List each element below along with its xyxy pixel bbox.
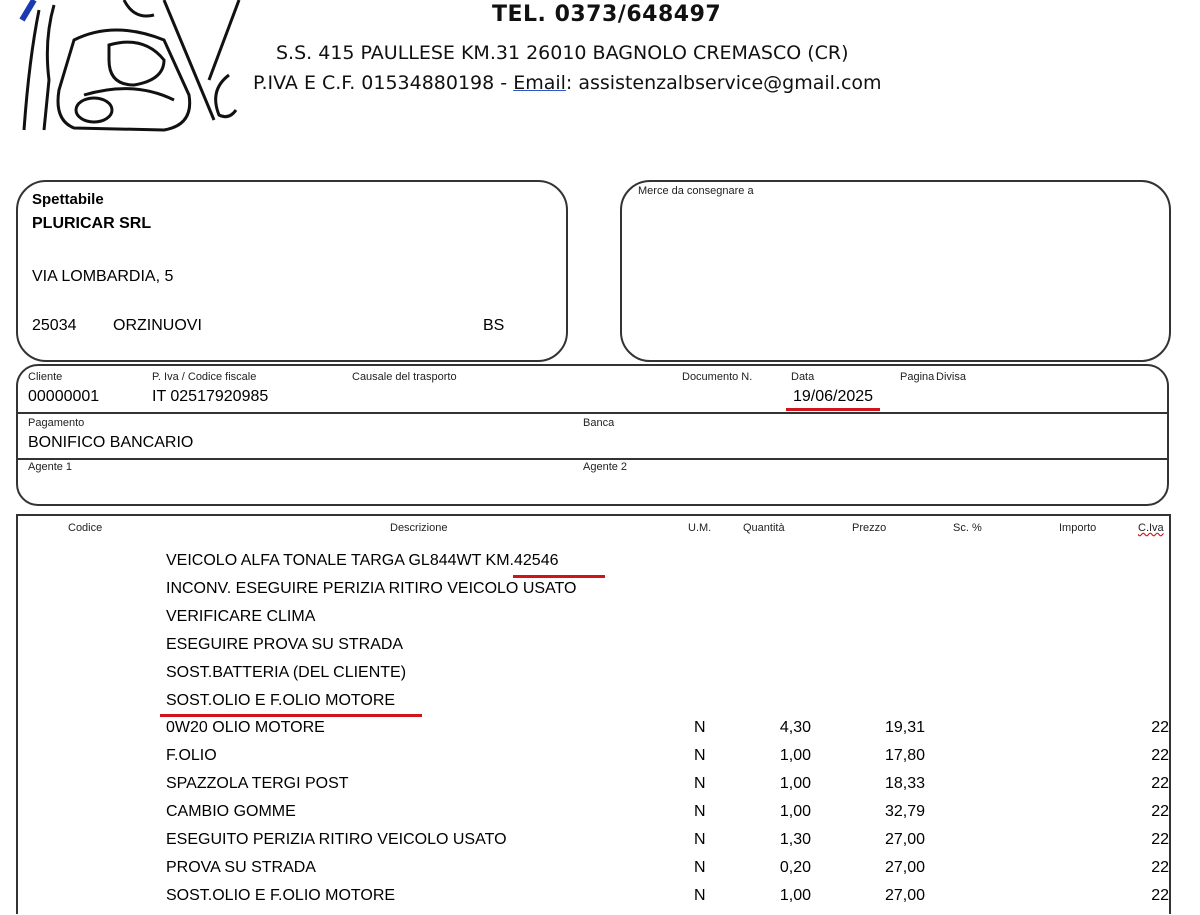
col-descrizione: Descrizione — [390, 522, 448, 534]
table-row — [18, 887, 1169, 915]
table-row — [18, 719, 1169, 747]
col-sconto: Sc. % — [953, 522, 982, 534]
piva-label: P. Iva / Codice fiscale — [152, 371, 257, 383]
item-description: SPAZZOLA TERGI POST — [166, 775, 349, 793]
item-iva: 22 — [1151, 831, 1169, 848]
cliente-label: Cliente — [28, 371, 63, 383]
table-row — [18, 636, 1169, 664]
item-um: N — [694, 858, 706, 876]
piva-value: IT 02517920985 — [152, 388, 269, 405]
table-row — [18, 608, 1169, 636]
item-quantity: 4,30 — [779, 719, 811, 737]
customer-label: Spettabile — [32, 191, 104, 208]
item-um: N — [694, 831, 706, 848]
pagamento-label: Pagamento — [28, 417, 85, 429]
item-um: N — [694, 719, 706, 737]
item-iva: 22 — [1151, 719, 1169, 737]
data-label: Data — [791, 371, 815, 383]
causale-label: Causale del trasporto — [352, 371, 457, 383]
item-price: 32,79 — [884, 803, 925, 821]
table-row — [18, 775, 1169, 803]
customer-city: ORZINUOVI — [113, 317, 202, 334]
cliente-value: 00000001 — [28, 388, 100, 405]
company-logo-car-mechanic — [14, 0, 244, 135]
col-importo: Importo — [1059, 522, 1097, 534]
col-um: U.M. — [688, 522, 712, 534]
item-price: 27,00 — [884, 886, 925, 904]
data-value: 19/06/2025 — [793, 388, 874, 405]
agente1-label: Agente 1 — [28, 461, 73, 473]
company-vat-email — [253, 72, 882, 94]
item-iva: 22 — [1151, 803, 1169, 821]
item-description: SOST.OLIO E F.OLIO MOTORE — [166, 691, 396, 709]
red-underline-date — [786, 408, 880, 411]
item-description: VEICOLO ALFA TONALE TARGA GL844WT KM.42546 — [166, 552, 559, 569]
red-underline-oil-change — [160, 714, 422, 717]
item-description: ESEGUIRE PROVA SU STRADA — [166, 635, 404, 653]
table-row — [18, 831, 1169, 859]
delivery-label: Merce da consegnare a — [638, 185, 754, 197]
item-quantity: 1,00 — [779, 747, 811, 765]
red-underline-km — [513, 575, 605, 578]
item-quantity: 1,00 — [779, 803, 811, 821]
item-um: N — [694, 803, 706, 821]
table-row — [18, 580, 1169, 608]
item-price: 17,80 — [884, 747, 925, 765]
table-row — [18, 664, 1169, 692]
item-description: INCONV. ESEGUIRE PERIZIA RITIRO VEICOLO USATO — [166, 579, 577, 597]
item-quantity: 0,20 — [779, 858, 811, 876]
company-phone: TEL. 0373/648497 — [492, 2, 722, 27]
item-iva: 22 — [1151, 886, 1169, 904]
item-description: PROVA SU STRADA — [166, 858, 316, 876]
item-price: 19,31 — [884, 719, 925, 737]
item-description: SOST.BATTERIA (DEL CLIENTE) — [166, 663, 407, 681]
divisa-label: Divisa — [936, 371, 966, 383]
documento-label: Documento N. — [682, 371, 753, 383]
col-quantita: Quantità — [743, 522, 785, 534]
col-prezzo: Prezzo — [852, 522, 887, 534]
item-quantity: 1,00 — [779, 775, 811, 793]
table-row — [18, 747, 1169, 775]
item-description: SOST.OLIO E F.OLIO MOTORE — [166, 886, 396, 904]
item-price: 18,33 — [884, 775, 925, 793]
delivery-box — [620, 180, 1171, 362]
item-um: N — [694, 747, 706, 765]
item-description: ESEGUITO PERIZIA RITIRO VEICOLO USATO — [166, 831, 507, 848]
item-iva: 22 — [1151, 747, 1169, 765]
col-iva: C.Iva — [1138, 522, 1164, 534]
item-price: 27,00 — [884, 858, 925, 876]
col-codice: Codice — [68, 522, 103, 534]
email-label: Email — [513, 72, 566, 94]
item-price: 27,00 — [884, 831, 925, 848]
item-um: N — [694, 775, 706, 793]
item-description: CAMBIO GOMME — [166, 803, 296, 821]
email-value: : assistenzalbservice@gmail.com — [565, 72, 882, 94]
pagamento-value: BONIFICO BANCARIO — [28, 434, 194, 451]
customer-street: VIA LOMBARDIA, 5 — [32, 268, 174, 285]
item-um: N — [694, 886, 706, 904]
agente2-label: Agente 2 — [583, 461, 628, 473]
item-description: 0W20 OLIO MOTORE — [166, 719, 325, 737]
customer-name: PLURICAR SRL — [32, 215, 152, 232]
customer-province: BS — [483, 317, 505, 334]
document-info-box — [16, 364, 1169, 506]
table-row — [18, 859, 1169, 887]
company-vat: P.IVA E C.F. 01534880198 - — [253, 72, 514, 94]
divider — [18, 412, 1167, 414]
divider — [18, 458, 1167, 460]
table-row — [18, 803, 1169, 831]
banca-label: Banca — [583, 417, 615, 429]
items-table — [16, 514, 1171, 914]
item-quantity: 1,30 — [779, 831, 811, 848]
item-description: F.OLIO — [166, 747, 217, 765]
customer-zip: 25034 — [32, 317, 77, 334]
item-iva: 22 — [1151, 775, 1169, 793]
customer-box — [16, 180, 568, 362]
pagina-label: Pagina — [900, 371, 935, 383]
item-quantity: 1,00 — [779, 886, 811, 904]
item-description: VERIFICARE CLIMA — [166, 607, 316, 625]
company-address: S.S. 415 PAULLESE KM.31 26010 BAGNOLO CREMASCO (CR) — [276, 42, 849, 64]
item-iva: 22 — [1151, 858, 1169, 876]
